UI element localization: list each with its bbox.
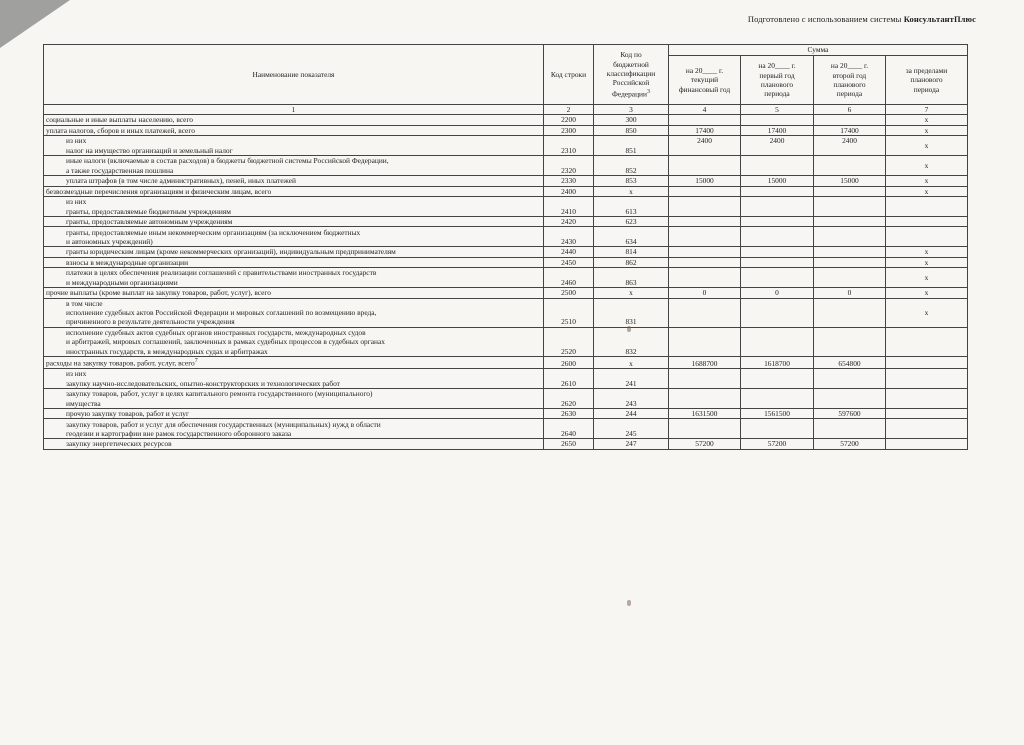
row-value-current-year: 0: [669, 288, 741, 298]
table-row: [44, 136, 968, 156]
row-value-first-year: [741, 197, 814, 217]
row-name-line: исполнение судебных актов судебных органов иностранных государств, международных судов: [66, 327, 366, 337]
scan-smudge: [627, 326, 631, 332]
table-row: [44, 227, 968, 247]
row-value-second-year: 597600: [814, 408, 886, 418]
row-name-line: гранты юридическим лицам (кроме некоммерческих организаций), индивидуальным предпринимателям: [66, 247, 396, 257]
row-value-current-year: [669, 217, 741, 227]
row-budget-code: x: [594, 357, 669, 369]
row-budget-code: 623: [594, 217, 669, 227]
header-budget-code-line: Код по: [620, 50, 642, 60]
row-value-second-year: 57200: [814, 439, 886, 449]
row-value-beyond: [886, 217, 968, 227]
row-code: 2320: [544, 156, 594, 176]
row-value-beyond: [886, 368, 968, 388]
row-value-second-year: [814, 197, 886, 217]
row-value-first-year: [741, 247, 814, 257]
row-value-beyond: x: [886, 268, 968, 288]
row-name-line: причиненного в результате деятельности учреждения: [66, 317, 235, 327]
table-row: [44, 247, 968, 257]
row-budget-code: 241: [594, 368, 669, 388]
row-value-current-year: 15000: [669, 176, 741, 186]
column-number: 6: [814, 105, 886, 115]
row-code: 2420: [544, 217, 594, 227]
row-value-beyond: x: [886, 136, 968, 156]
row-name-line: прочую закупку товаров, работ и услуг: [66, 408, 189, 418]
row-name-line: в том числе: [66, 298, 103, 308]
row-budget-code: 613: [594, 197, 669, 217]
row-budget-code: 862: [594, 257, 669, 267]
table-row: [44, 288, 968, 298]
row-value-beyond: x: [886, 247, 968, 257]
prepared-prefix: Подготовлено с использованием системы: [747, 14, 902, 24]
row-code: 2400: [544, 186, 594, 196]
row-value-second-year: [814, 268, 886, 288]
row-name: [44, 156, 544, 176]
row-value-beyond: x: [886, 115, 968, 125]
column-numbers-row: [44, 105, 968, 115]
header-first-year-line: планового: [760, 80, 794, 89]
row-value-current-year: [669, 419, 741, 439]
row-value-first-year: [741, 298, 814, 327]
row-value-second-year: [814, 186, 886, 196]
row-name-line: из них: [66, 136, 87, 146]
row-budget-code: 852: [594, 156, 669, 176]
header-second-year-line: планового: [833, 80, 866, 89]
row-code: 2500: [544, 288, 594, 298]
row-name-line: закупку научно-исследовательских, опытно-конструкторских и технологических работ: [66, 378, 340, 388]
row-name: [44, 197, 544, 217]
row-value-current-year: [669, 115, 741, 125]
row-code: 2600: [544, 357, 594, 369]
row-name: [44, 257, 544, 267]
row-name-line: иностранных государств, в международных судах и арбитражах: [66, 346, 268, 356]
row-value-current-year: [669, 156, 741, 176]
row-code: 2310: [544, 136, 594, 156]
row-value-beyond: [886, 388, 968, 408]
row-value-beyond: x: [886, 288, 968, 298]
row-name-line: исполнение судебных актов Российской Федерации и мировых соглашений по возмещению вреда,: [66, 308, 377, 318]
row-code: 2620: [544, 388, 594, 408]
column-number: 5: [741, 105, 814, 115]
row-value-current-year: [669, 227, 741, 247]
row-value-first-year: [741, 419, 814, 439]
row-name-line: уплата штрафов (в том числе административных), пеней, иных платежей: [66, 176, 296, 186]
header-second-year-line: второй год: [832, 70, 867, 80]
row-code: 2330: [544, 176, 594, 186]
table-row: [44, 217, 968, 227]
row-name-line: гранты, предоставляемые автономным учреждениям: [66, 217, 233, 227]
header-budget-code-line: Российской: [612, 78, 650, 88]
header-beyond-line: планового: [910, 75, 943, 85]
row-name-line: и арбитражей, мировых соглашений, заключенных в рамках судебных процессов в судебных органах: [66, 337, 385, 347]
row-value-current-year: [669, 327, 741, 356]
row-name-line: прочие выплаты (кроме выплат на закупку товаров, работ, услуг), всего: [46, 288, 271, 298]
header-second-year: [814, 56, 886, 105]
header-beyond: [886, 56, 968, 105]
header-budget-code-line: Федерации$^3$: [612, 88, 650, 99]
table-row: [44, 388, 968, 408]
header-row-code: Код строки: [544, 45, 594, 105]
header-beyond-line: периода: [913, 84, 940, 94]
scan-smudge: [627, 600, 631, 606]
table-row: [44, 156, 968, 176]
row-value-first-year: [741, 388, 814, 408]
header-budget-code-note: 3: [646, 88, 650, 95]
row-value-second-year: [814, 156, 886, 176]
row-value-second-year: [814, 227, 886, 247]
row-value-current-year: 2400: [669, 136, 741, 156]
table-row: [44, 408, 968, 418]
table-row: [44, 197, 968, 217]
row-value-beyond: x: [886, 257, 968, 267]
row-value-beyond: x: [886, 186, 968, 196]
row-value-beyond: [886, 327, 968, 356]
row-name-line: и международными организациями: [66, 277, 178, 287]
row-name: [44, 115, 544, 125]
row-name-line: безвозмездные перечисления организациям и физическим лицам, всего: [46, 186, 272, 196]
row-value-current-year: [669, 368, 741, 388]
header-beyond-line: за пределами: [905, 65, 948, 75]
table-row: [44, 176, 968, 186]
row-code: 2450: [544, 257, 594, 267]
row-budget-code: 851: [594, 136, 669, 156]
row-value-second-year: [814, 388, 886, 408]
table-row: [44, 115, 968, 125]
row-value-second-year: 17400: [814, 125, 886, 135]
header-budget-code-line: бюджетной: [613, 59, 649, 69]
row-value-current-year: [669, 186, 741, 196]
row-name: [44, 217, 544, 227]
row-name-line: социальные и иные выплаты населению, всего: [46, 115, 193, 125]
column-number: 4: [669, 105, 741, 115]
row-value-second-year: [814, 257, 886, 267]
row-name-line: из них: [66, 197, 87, 207]
prepared-brand: КонсультантПлюс: [903, 14, 976, 24]
header-current-year-line: финансовый год: [678, 84, 731, 94]
row-value-second-year: 0: [814, 288, 886, 298]
row-name: [44, 388, 544, 408]
row-name-line: взносы в международные организации: [66, 257, 189, 267]
table-row: [44, 257, 968, 267]
row-name: [44, 419, 544, 439]
row-value-second-year: [814, 298, 886, 327]
row-name-line: гранты, предоставляемые иным некоммерческим организациям (за исключением бюджетных: [66, 227, 361, 237]
table-row: [44, 125, 968, 135]
row-value-second-year: [814, 115, 886, 125]
table-row: [44, 186, 968, 196]
row-value-current-year: [669, 247, 741, 257]
column-number: 7: [886, 105, 968, 115]
header-first-year-line: первый год: [759, 70, 795, 80]
prepared-by-note: [748, 14, 976, 24]
row-name-line: из них: [66, 369, 87, 379]
row-name: [44, 298, 544, 327]
row-name: [44, 357, 544, 369]
row-name: [44, 176, 544, 186]
row-value-current-year: [669, 257, 741, 267]
table-row: [44, 298, 968, 327]
row-budget-code: 634: [594, 227, 669, 247]
row-budget-code: 247: [594, 439, 669, 449]
row-name-line: закупку товаров, работ, услуг в целях капитального ремонта государственного (муниципального): [66, 389, 373, 399]
row-name: [44, 439, 544, 449]
row-code: 2430: [544, 227, 594, 247]
row-value-first-year: [741, 227, 814, 247]
row-value-current-year: [669, 268, 741, 288]
header-current-year: [669, 56, 741, 105]
row-budget-code: 243: [594, 388, 669, 408]
row-code: 2410: [544, 197, 594, 217]
header-budget-code-line: классификации: [606, 69, 656, 79]
row-value-second-year: 2400: [814, 136, 886, 156]
row-name-line: закупку товаров, работ и услуг для обеспечения государственных (муниципальных) нужд в области: [66, 419, 381, 429]
row-value-beyond: [886, 408, 968, 418]
row-value-beyond: x: [886, 125, 968, 135]
row-value-beyond: x: [886, 298, 968, 327]
row-code: 2630: [544, 408, 594, 418]
row-name-line: а также государственная пошлина: [66, 165, 174, 175]
row-budget-code: 245: [594, 419, 669, 439]
financial-table-container: [43, 44, 967, 450]
row-name-note: 7: [194, 358, 198, 365]
row-name: [44, 186, 544, 196]
row-name: [44, 408, 544, 418]
row-value-beyond: [886, 227, 968, 247]
row-value-second-year: [814, 247, 886, 257]
row-code: 2200: [544, 115, 594, 125]
row-budget-code: 853: [594, 176, 669, 186]
row-value-second-year: 654800: [814, 357, 886, 369]
header-second-year-line: периода: [836, 89, 863, 99]
row-value-first-year: 0: [741, 288, 814, 298]
header-sum: Сумма: [669, 45, 968, 56]
table-row: [44, 368, 968, 388]
header-first-year-line: периода: [764, 89, 790, 99]
row-value-first-year: 1618700: [741, 357, 814, 369]
row-value-beyond: [886, 419, 968, 439]
row-value-current-year: 1631500: [669, 408, 741, 418]
table-row: [44, 419, 968, 439]
row-code: 2460: [544, 268, 594, 288]
row-value-first-year: [741, 368, 814, 388]
scan-corner-shadow: [0, 0, 70, 48]
row-name: [44, 327, 544, 356]
row-budget-code: 244: [594, 408, 669, 418]
row-name-line: иные налоги (включаемые в состав расходов) в бюджеты бюджетной системы Российской Федерации,: [66, 156, 389, 166]
table-row: [44, 327, 968, 356]
row-value-beyond: x: [886, 176, 968, 186]
row-value-first-year: 57200: [741, 439, 814, 449]
row-value-beyond: [886, 197, 968, 217]
payments-table: [43, 44, 968, 450]
header-name: Наименование показателя: [44, 45, 544, 105]
row-name: [44, 368, 544, 388]
row-value-first-year: 17400: [741, 125, 814, 135]
row-name-line: уплата налогов, сборов и иных платежей, всего: [46, 125, 195, 135]
table-body: [44, 115, 968, 449]
row-name: [44, 227, 544, 247]
column-number: 3: [594, 105, 669, 115]
row-value-current-year: 1688700: [669, 357, 741, 369]
row-code: 2610: [544, 368, 594, 388]
header-first-year: [741, 56, 814, 105]
row-value-current-year: [669, 388, 741, 408]
table-row: [44, 439, 968, 449]
row-code: 2640: [544, 419, 594, 439]
column-number: 1: [44, 105, 544, 115]
row-value-current-year: 17400: [669, 125, 741, 135]
row-budget-code: 814: [594, 247, 669, 257]
row-value-first-year: 2400: [741, 136, 814, 156]
row-budget-code: 300: [594, 115, 669, 125]
row-code: 2520: [544, 327, 594, 356]
row-name-line: расходы на закупку товаров, работ, услуг, всего$^7$: [46, 358, 198, 368]
row-name-line: платежи в целях обеспечения реализации соглашений с правительствами иностранных государств: [66, 268, 377, 278]
header-current-year-line: текущий: [690, 75, 719, 85]
row-name-line: налог на имущество организаций и земельный налог: [66, 145, 233, 155]
row-name-line: закупку энергетических ресурсов: [66, 439, 172, 449]
row-value-current-year: [669, 197, 741, 217]
row-value-current-year: [669, 298, 741, 327]
row-value-beyond: [886, 357, 968, 369]
row-value-first-year: 15000: [741, 176, 814, 186]
row-budget-code: 832: [594, 327, 669, 356]
row-budget-code: x: [594, 186, 669, 196]
row-value-first-year: 1561500: [741, 408, 814, 418]
row-name-line: гранты, предоставляемые бюджетным учреждениям: [66, 206, 231, 216]
row-code: 2300: [544, 125, 594, 135]
column-number: 2: [544, 105, 594, 115]
table-row: [44, 268, 968, 288]
row-value-first-year: [741, 186, 814, 196]
row-value-first-year: [741, 217, 814, 227]
header-current-year-line: на 20____ г.: [685, 65, 724, 75]
row-value-first-year: [741, 327, 814, 356]
row-name: [44, 247, 544, 257]
row-name: [44, 136, 544, 156]
row-value-second-year: [814, 368, 886, 388]
header-budget-code: [594, 45, 669, 105]
row-budget-code: 831: [594, 298, 669, 327]
row-name-line: геодезии и картографии вне рамок государственного оборонного заказа: [66, 428, 292, 438]
row-code: 2650: [544, 439, 594, 449]
row-name-line: и автономных учреждений): [66, 237, 153, 247]
row-name: [44, 288, 544, 298]
table-row: [44, 357, 968, 369]
row-name: [44, 125, 544, 135]
row-value-first-year: [741, 156, 814, 176]
row-value-second-year: [814, 419, 886, 439]
header-first-year-line: на 20____ г.: [758, 61, 796, 71]
row-value-first-year: [741, 257, 814, 267]
row-name: [44, 268, 544, 288]
row-value-second-year: 15000: [814, 176, 886, 186]
row-name-line: имущества: [66, 398, 101, 408]
row-value-first-year: [741, 115, 814, 125]
row-code: 2440: [544, 247, 594, 257]
row-value-current-year: 57200: [669, 439, 741, 449]
row-value-second-year: [814, 327, 886, 356]
row-budget-code: x: [594, 288, 669, 298]
row-value-beyond: x: [886, 156, 968, 176]
header-second-year-line: на 20____ г.: [830, 61, 869, 71]
row-code: 2510: [544, 298, 594, 327]
row-budget-code: 850: [594, 125, 669, 135]
row-budget-code: 863: [594, 268, 669, 288]
row-value-second-year: [814, 217, 886, 227]
row-value-beyond: [886, 439, 968, 449]
row-value-first-year: [741, 268, 814, 288]
